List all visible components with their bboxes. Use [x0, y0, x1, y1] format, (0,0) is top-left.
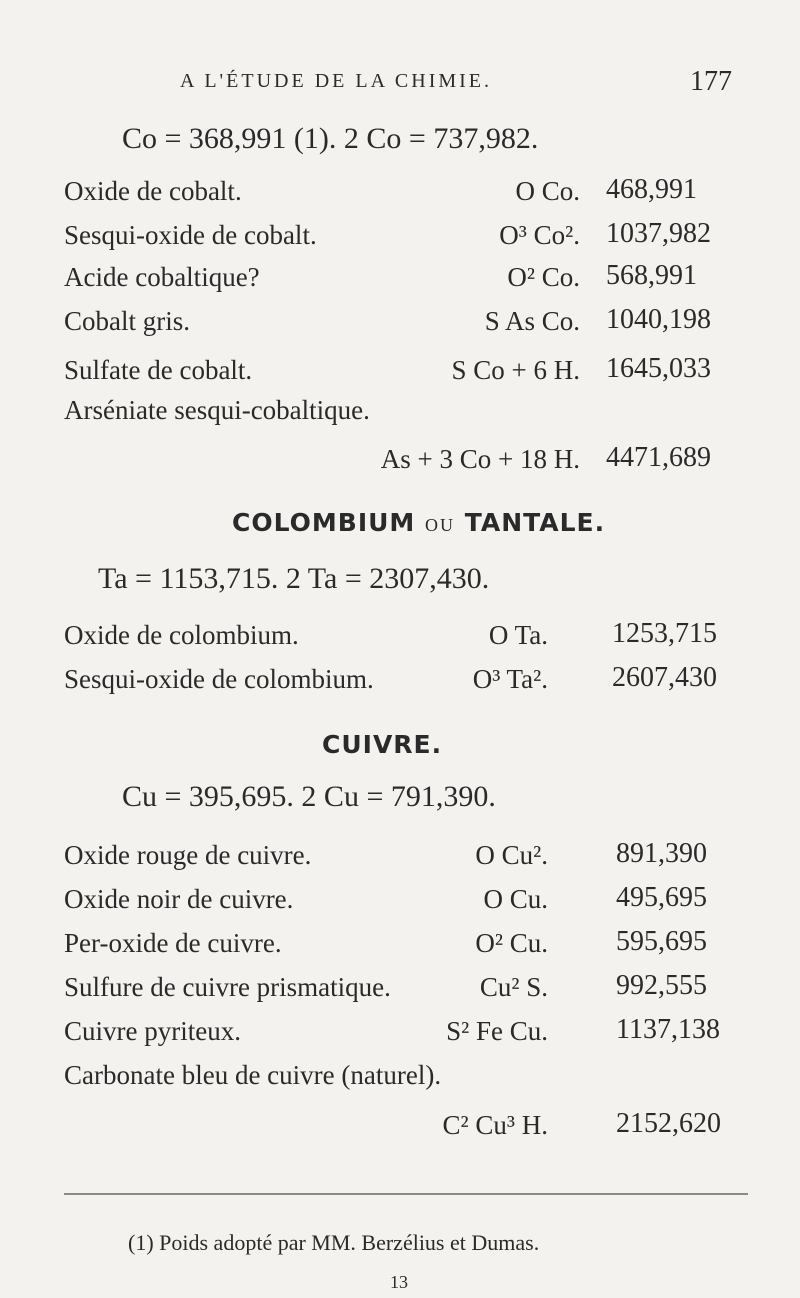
section-title-colombium: [232, 508, 605, 537]
compound-formula: S Co + 6 H.: [451, 355, 580, 385]
running-title: A L'ÉTUDE DE LA CHIMIE.: [180, 70, 493, 92]
compound-name: Sesqui-oxide de colombium.: [64, 664, 374, 694]
compound-name: Per-oxide de cuivre.: [64, 928, 282, 958]
compound-formula: O Cu.: [483, 884, 548, 914]
compound-weight: 891,390: [616, 838, 707, 869]
footnote-divider: [64, 1193, 748, 1195]
compound-formula: O³ Ta².: [472, 664, 548, 694]
compound-name: Cuivre pyriteux.: [64, 1016, 241, 1046]
compound-name: Cobalt gris.: [64, 306, 190, 336]
compound-weight: 495,695: [616, 882, 707, 913]
page-number: 177: [690, 66, 732, 97]
compound-name: Arséniate sesqui-cobaltique.: [64, 395, 370, 425]
compound-formula: O Co.: [515, 176, 580, 206]
compound-name: Sulfure de cuivre prismatique.: [64, 972, 391, 1002]
compound-name: Oxide rouge de cuivre.: [64, 840, 312, 870]
footnote: (1) Poids adopté par MM. Berzélius et Dumas.: [128, 1230, 540, 1255]
section-title-main: COLOMBIUM: [232, 508, 416, 537]
compound-name: Carbonate bleu de cuivre (naturel).: [64, 1060, 442, 1090]
compound-name: Acide cobaltique?: [64, 262, 260, 292]
compound-formula: S² Fe Cu.: [446, 1016, 548, 1046]
compound-formula: As + 3 Co + 18 H.: [380, 444, 580, 474]
compound-formula: O² Co.: [507, 262, 580, 292]
compound-name: Oxide de colombium.: [64, 620, 299, 650]
compound-formula: C² Cu³ H.: [442, 1110, 548, 1140]
compound-name: Sulfate de cobalt.: [64, 355, 253, 385]
cobalt-formula: Co = 368,991 (1). 2 Co = 737,982.: [122, 122, 539, 155]
compound-weight: 2607,430: [612, 662, 717, 693]
compound-weight: 568,991: [606, 260, 697, 291]
compound-weight: 468,991: [606, 174, 697, 205]
compound-weight: 1645,033: [606, 353, 711, 384]
compound-weight: 595,695: [616, 926, 707, 957]
compound-weight: 1253,715: [612, 618, 717, 649]
section-title-connector: OU: [425, 515, 456, 535]
compound-weight: 2152,620: [616, 1108, 721, 1139]
compound-weight: 1137,138: [616, 1014, 720, 1045]
compound-formula: O³ Co².: [499, 220, 580, 250]
signature-mark: 13: [390, 1272, 408, 1292]
compound-weight: 1037,982: [606, 218, 711, 249]
compound-formula: O Ta.: [488, 620, 548, 650]
cuivre-formula: Cu = 395,695. 2 Cu = 791,390.: [122, 780, 496, 813]
compound-weight: 992,555: [616, 970, 707, 1001]
compound-formula: O² Cu.: [475, 928, 548, 958]
compound-name: Oxide noir de cuivre.: [64, 884, 294, 914]
compound-name: Sesqui-oxide de cobalt.: [64, 220, 317, 250]
compound-formula: Cu² S.: [479, 972, 548, 1002]
compound-weight: 1040,198: [606, 304, 711, 335]
section-title-cuivre: CUIVRE.: [322, 730, 443, 759]
compound-formula: O Cu².: [475, 840, 548, 870]
compound-formula: S As Co.: [484, 306, 580, 336]
compound-name: Oxide de cobalt.: [64, 176, 242, 206]
section-title-alt: TANTALE.: [464, 508, 606, 537]
compound-weight: 4471,689: [606, 442, 711, 473]
colombium-formula: Ta = 1153,715. 2 Ta = 2307,430.: [98, 562, 490, 595]
